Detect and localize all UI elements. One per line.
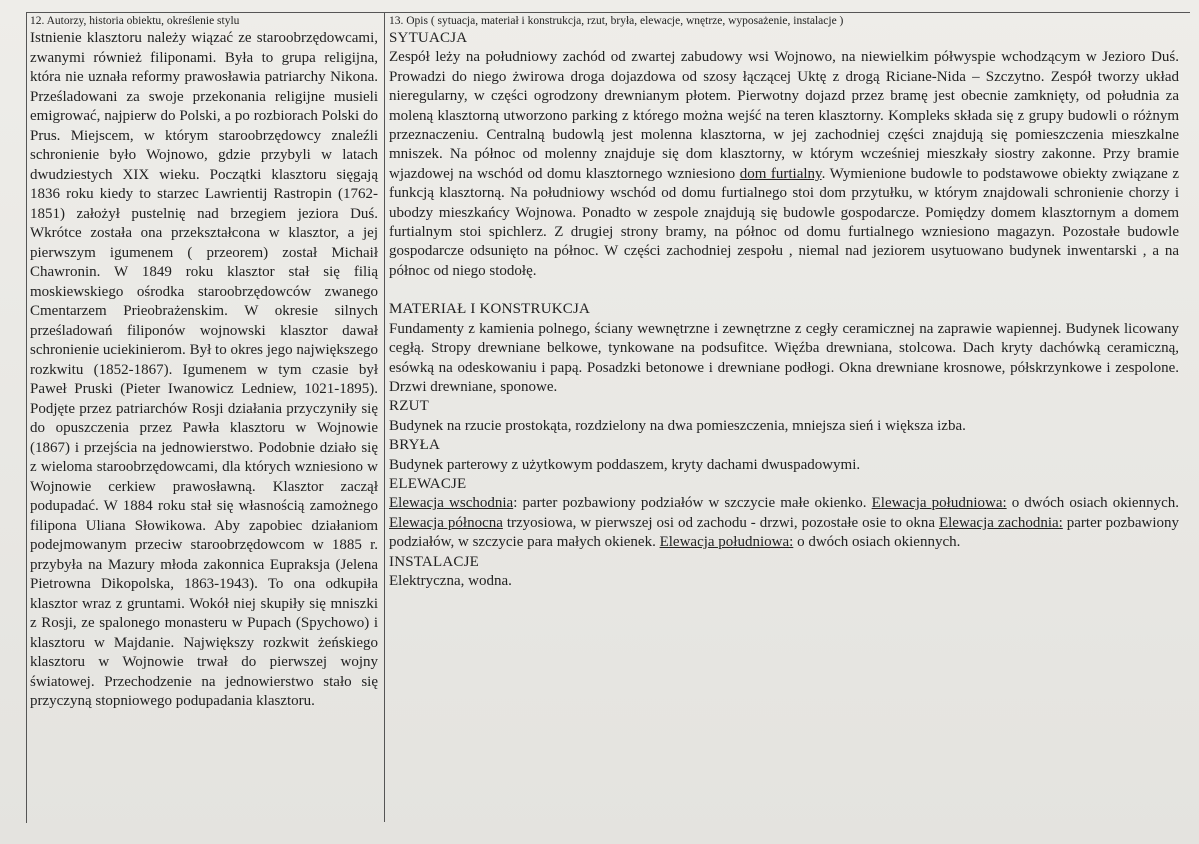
description-heading: 13. Opis ( sytuacja, materiał i konstrukcja, rzut, bryła, elewacje, wnętrze, wyposażenie, instalacje ) [389,15,844,27]
elewacja-poludniowa-text-2: o dwóch osiach okiennych. [793,534,961,551]
sytuacja-text-part2: . Wymienione budowle to podstawowe obiekty związane z funkcją klasztorną. Na południowy wschód od domu furtialnego stoi dom przytułku, w którym znajdowali schronienie chorzy i ubodzy mieszkańcy Wojnowa. Ponadto w zespole znajdują się budowle gospodarcze. Pomiędzy domem klasztornym a domem furtialnym stoi spichlerz. Z drugiej strony bramy, na północ od domu furtialnego wzniesiono magazyn. Pozostałe budowle gospodarcze odsunięto na północ. W części zachodniej zespołu , niemal nad jeziorem usytuowano budynek inwentarski , a na północ od niego stodołę. [389,165,1180,279]
elewacja-wschodnia-label: Elewacja wschodnia [389,495,514,512]
elewacja-polnocna-label: Elewacja północna [389,514,503,531]
elewacja-wschodnia-text: : parter pozbawiony podziałów w szczycie małe okienko. [513,495,872,512]
section-title-elewacje: ELEWACJE [389,475,467,492]
elewacja-zachodnia-label: Elewacja zachodnia: [938,514,1063,531]
section-title-rzut: RZUT [389,398,429,415]
section-title-material: MATERIAŁ I KONSTRUKCJA [389,301,591,318]
sytuacja-text-part1: Zespół leży na południowy zachód od zwartej zabudowy wsi Wojnowo, na niewielkim półwyspie wchodzącym w Jezioro Duś. Prowadzi do niego żwirowa droga dojazdowa od szosy łączącej Uktę z drogą Riciane-Nida – Szczytno. Zespół tworzy układ nieregularny, w części ogrodzony drewnianym płotem. Pierwotny dojazd przez bramę jest obecnie zamknięty, od południa za moleną klasztorną utworzono parking z którego można wejść na teren klasztorny. Kompleks składa się z grupy budowli o różnym przeznaczeniu. Centralną budowlą jest molenna klasztorna, w jej zachodniej części znajdują się pomieszczenia mieszkalne mniszek. Na północ od molenny znajduje się dom klasztorny, w którym wcześniej mieszkały siostry zakonne. Przy bramie wjazdowej na wschód od domu klasztornego wzniesiono [389,49,1179,182]
section-gap [389,281,1179,300]
elewacja-poludniowa-label-2: Elewacja południowa: [659,534,794,551]
dom-furtialny-link[interactable]: dom furtialny [739,165,822,182]
sytuacja-text [389,48,1179,281]
elewacja-poludniowa-text: o dwóch osiach okiennych. [1006,495,1179,512]
history-column [30,14,378,712]
rzut-text: Budynek na rzucie prostokąta, rozdzielony na dwa pomieszczenia, mniejsza sień i większa izba. [389,417,966,434]
elewacja-zachodnia-text: parter pozbawiony podziałów, w szczycie para małych okienek. [389,514,1179,551]
description-column [389,14,1179,591]
elewacje-text [389,494,1179,552]
column-divider [384,12,385,822]
instalacje-text: Elektryczna, wodna. [389,572,512,589]
elewacja-poludniowa-label: Elewacja południowa: [871,495,1007,512]
section-title-instalacje: INSTALACJE [389,553,479,570]
history-text: Istnienie klasztoru należy wiązać ze staroobrzędowcami, zwanymi również filiponami. Była to grupa religijna, która nie uznała reformy prawosławia patriarchy Nikona. Prześladowani za swoje przekonania religijne musieli emigrować, najpierw do Polski, a po rozbiorach Polski do Prus. Miejscem, w którym staroobrzędowcy znaleźli schronienie było Wojnowo, gdzie przybyli w latach dwudziestych XIX wieku. Początki klasztoru sięgają 1836 roku kiedy to starzec Lawrientij Rastropin (1762-1851) założył pustelnię nad brzegiem jeziora Duś. Wkrótce została ona przekształcona w klasztor, a jej pierwszym igumenem ( przeorem) został Michaił Chawronin. W 1849 roku klasztor stał się filią moskiewskiego ośrodka staroobrzędowców zwanego Cmentarzem Prieobrażenskim. W okresie silnych prześladowań filiponów wojnowski klasztor dawał schronienie uciekinierom. Był to okres jego największego rozkwitu (1852-1867). Igumenem w tym czasie był Paweł Pruski (Pieter Iwanowicz Ledniew, 1021-1895). Podjęte przez patriarchów Rosji działania przyczyniły się do opuszczenia przez Pawła klasztoru w Wojnowie (1867) i przejścia na jednowierstwo. Podobnie działo się z wieloma staroobrzędowcami, dla których wzniesiono w Wojnowie cerkiew prawosławną. Klasztor zaczął podupadać. W 1884 roku stał się własnością zamożnego filipona Uliana Słowikowa. Aby zapobiec działaniom podejmowanym przeciw staroobrzędowcom w 1885 r. przybyła na Mazury młoda zakonnica Eupraksja (Jelena Pietrowna Dikopolska, 1863-1943). To ona odkupiła klasztor wraz z gruntami. Wokół niej skupiły się mniszki z Rosji, ze spalonego monasteru w Pupach (Spychowo) i klasztoru w Majdanie. Największy rozkwit żeńskiego klasztoru w Wojnowie trwał do pierwszej wojny światowej. Przechodzenie na jednowierstwo stało się przyczyną stopniowego podupadania klasztoru. [30,30,378,709]
section-title-sytuacja: SYTUACJA [389,30,468,46]
section-title-bryla: BRYŁA [389,437,441,454]
bryla-text: Budynek parterowy z użytkowym poddaszem, kryty dachami dwuspadowymi. [389,456,861,473]
elewacja-polnocna-text: trzyosiowa, w pierwszej osi od zachodu - drzwi, pozostałe osie to okna [502,514,936,531]
history-heading: 12. Autorzy, historia obiektu, określenie stylu [30,15,240,27]
material-text: Fundamenty z kamienia polnego, ściany wewnętrzne i zewnętrzne z cegły ceramicznej na zaprawie wapiennej. Budynek licowany cegłą. Stropy drewniane belkowe, tynkowane na podsufitce. Więźba drewniana, stolcowa. Dach kryty dachówką ceramiczną, esówką na odeskowaniu i papą. Posadzki betonowe i drewniane podłogi. Okna drewniane krosnowe, półskrzynkowe i zespolone. Drzwi drewniane, sponowe. [389,320,1179,395]
